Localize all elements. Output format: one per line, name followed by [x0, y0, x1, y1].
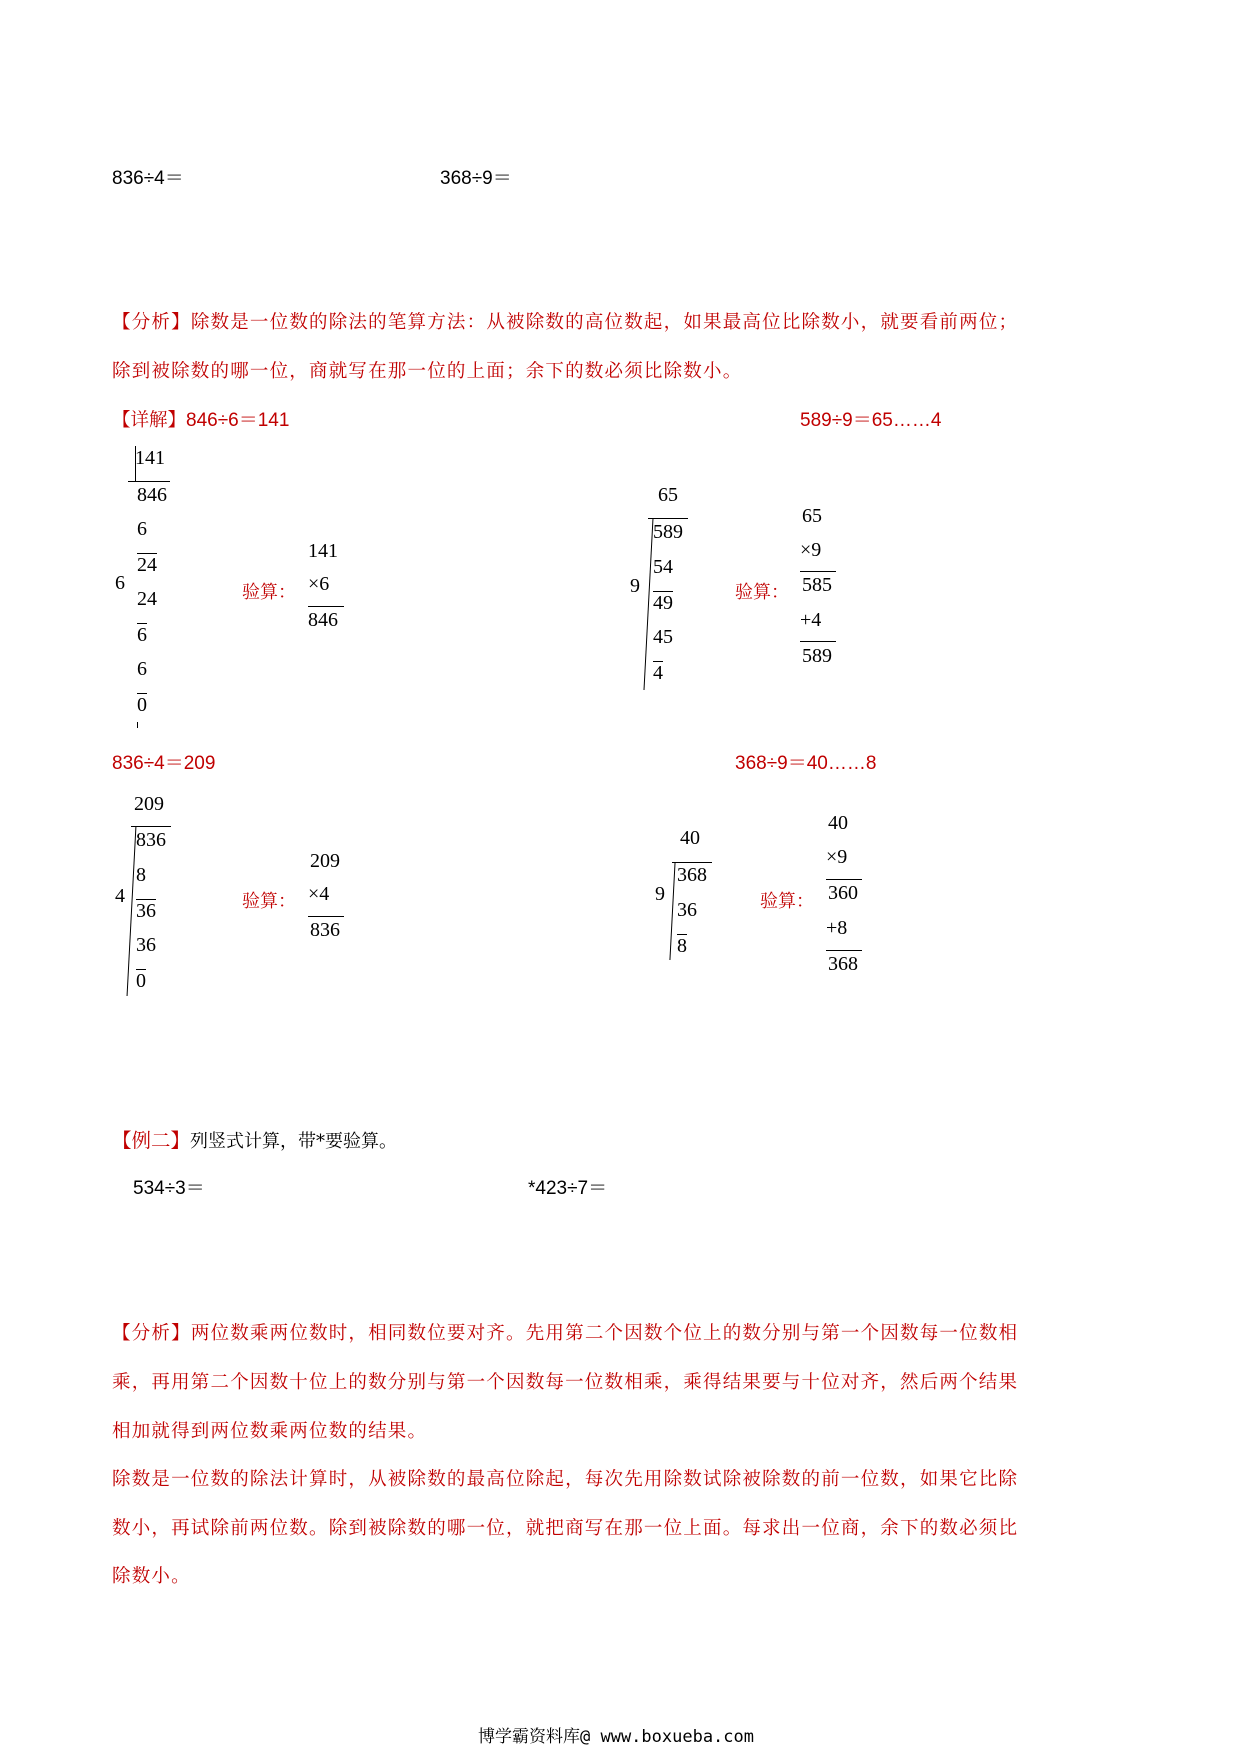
div1-dividend: 846 [137, 484, 167, 506]
div3-check-result: 836 [310, 919, 340, 941]
analysis1-text1: 除数是一位数的除法的笔算方法：从被除数的高位数起，如果最高位比除数小，就要看前两位； [190, 312, 1019, 333]
div4-check-result: 368 [828, 953, 858, 975]
div3-step: 8 [136, 864, 146, 886]
div2-step: 4 [653, 662, 663, 684]
analysis2-line5: 数小，再试除前两位数。除到被除数的哪一位，就把商写在那一位上面。每求出一位商，余下的数必须比 [112, 1518, 1019, 1539]
div1-bracket-top [135, 446, 136, 482]
div3-divisor: 4 [115, 885, 125, 907]
div3-step: 36 [136, 934, 156, 956]
div3-check-op: ×4 [308, 883, 330, 905]
analysis2-line3: 相加就得到两位数乘两位数的结果。 [112, 1421, 428, 1442]
analysis1-line2: 除到被除数的哪一位，商就写在那一位的上面；余下的数必须比除数小。 [112, 361, 743, 382]
div2-check-result: 589 [802, 645, 832, 667]
div2-quotient: 65 [658, 484, 678, 506]
equation-589-div-9: 589÷9＝65……4 [800, 410, 942, 431]
div4-bar [672, 862, 712, 863]
analysis1-label: 【分析】 [112, 312, 191, 333]
question-534-div-3: 534÷3＝ [133, 1178, 205, 1199]
div2-check-op: ×9 [800, 539, 822, 561]
div1-check-result: 846 [308, 609, 338, 631]
footer-watermark: 博学霸资料库@ www.boxueba.com [478, 1727, 754, 1747]
div4-step: 36 [677, 899, 697, 921]
div3-check-top: 209 [310, 850, 340, 872]
div4-check-line2 [826, 950, 862, 951]
div3-quotient: 209 [134, 793, 164, 815]
analysis1-line1 [112, 308, 1018, 334]
div2-check-mid: 585 [802, 574, 832, 596]
div4-step: 8 [677, 935, 687, 957]
analysis2-line4: 除数是一位数的除法计算时，从被除数的最高位除起，每次先用除数试除被除数的前一位数，如果它比除 [112, 1469, 1019, 1490]
div4-check-top: 40 [828, 812, 848, 834]
div1-step: 6 [137, 658, 147, 680]
div1-step: 6 [137, 624, 147, 646]
div1-quotient: 141 [135, 447, 165, 469]
div1-check-line [308, 606, 344, 607]
div4-divisor: 9 [655, 883, 665, 905]
div4-check-label: 验算： [760, 891, 814, 912]
div1-check-op: ×6 [308, 573, 330, 595]
div3-check-label: 验算： [242, 891, 296, 912]
div4-quotient: 40 [680, 827, 700, 849]
div3-step: 0 [136, 970, 146, 992]
div1-step: 0 [137, 694, 147, 716]
div4-check-line1 [826, 879, 862, 880]
question-368-div-9: 368÷9＝ [440, 168, 512, 189]
analysis2-label: 【分析】 [112, 1323, 191, 1344]
example2-header [112, 1125, 397, 1153]
div3-check-line [308, 916, 344, 917]
equation-368-div-9: 368÷9＝40……8 [735, 753, 877, 774]
div2-check-top: 65 [802, 505, 822, 527]
example2-instruction: 列竖式计算，带*要验算。 [190, 1131, 398, 1152]
div1-step: 24 [137, 588, 157, 610]
div2-check-line1 [800, 571, 836, 572]
div2-step: 54 [653, 556, 673, 578]
div2-step: 49 [653, 592, 673, 614]
div4-check-add: +8 [826, 917, 848, 939]
div2-check-label: 验算： [735, 582, 789, 603]
div1-divisor: 6 [115, 572, 125, 594]
div4-dividend: 368 [677, 864, 707, 886]
detail-label: 【详解】 [112, 410, 187, 431]
detail-header [112, 405, 289, 432]
div2-bracket [643, 518, 653, 690]
div4-check-mid: 360 [828, 882, 858, 904]
div2-bar [648, 518, 688, 519]
equation-836-div-4: 836÷4＝209 [112, 753, 216, 774]
div1-tick [137, 722, 138, 728]
example2-label: 【例二】 [112, 1129, 191, 1152]
div2-divisor: 9 [630, 575, 640, 597]
div1-check-top: 141 [308, 540, 338, 562]
div4-check-op: ×9 [826, 846, 848, 868]
div3-dividend: 836 [136, 829, 166, 851]
analysis2-line6: 除数小。 [112, 1566, 191, 1587]
question-423-div-7: *423÷7＝ [528, 1178, 608, 1199]
question-836-div-4: 836÷4＝ [112, 168, 184, 189]
analysis2-line2: 乘，再用第二个因数十位上的数分别与第一个因数每一位数相乘，乘得结果要与十位对齐，然后两个结果 [112, 1372, 1019, 1393]
div2-check-line2 [800, 641, 836, 642]
equation-846-div-6: 846÷6＝141 [186, 410, 290, 431]
analysis2-line1 [112, 1319, 1018, 1345]
div2-dividend: 589 [653, 521, 683, 543]
div4-bracket [669, 862, 675, 960]
analysis2-text1: 两位数乘两位数时，相同数位要对齐。先用第二个因数个位上的数分别与第一个因数每一位数相 [190, 1323, 1019, 1344]
div1-step: 24 [137, 554, 157, 576]
div2-step: 45 [653, 626, 673, 648]
div3-bar [131, 826, 171, 827]
div3-bracket [127, 826, 137, 996]
div1-bar [128, 481, 170, 482]
div3-step: 36 [136, 900, 156, 922]
div2-check-add: +4 [800, 609, 822, 631]
div1-check-label: 验算： [242, 582, 296, 603]
div1-step: 6 [137, 518, 147, 540]
